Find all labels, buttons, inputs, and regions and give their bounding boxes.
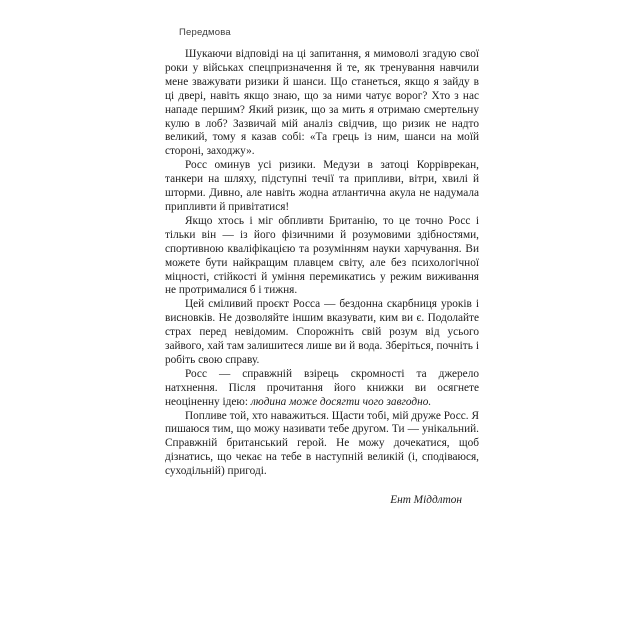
paragraph-5-italic-phrase: людина може досягти чого завгодно.	[250, 395, 432, 408]
paragraph-2-text: Росс оминув усі ризики. Медузи в затоці Корріврекан, танкери на шляху, підступні течії та припливи, вітри, хвилі й шторми. Дивно, але навіть жодна атлантична акула не надумала припливти й привітатися!	[165, 159, 479, 213]
paragraph-4-text: Цей сміливий проєкт Росса — бездонна скарбниця уроків і висновків. Не дозволяйте іншим вказувати, ким ви є. Подолайте страх перед невідомим. Спорожніть свій розум від усього зайвого, хай там залишитеся лише ви й вода. Зберіться, почніть і робіть свою справу.	[165, 298, 479, 366]
paragraph-5-text: Росс — справжній взірець скромності та джерело натхнення. Після прочитання його книжки ви осягнете неоціненну ідею:	[165, 367, 479, 408]
running-header: Передмова	[179, 27, 231, 38]
paragraph-1	[165, 48, 479, 159]
author-signature: Ент Міддлтон	[390, 494, 462, 507]
paragraph-5	[165, 368, 479, 410]
paragraph-2	[165, 159, 479, 215]
paragraph-6	[165, 410, 479, 480]
paragraph-1-text: Шукаючи відповіді на ці запитання, я мимоволі згадую свої роки у військах спецпризначення й те, як тренування навчили мене зважувати ризики й шанси. Що станеться, якщо я зайду в ці двері, навіть якщо знаю, що за ними чатує ворог? Хто з нас нападе першим? Який ризик, що за мить я отримаю смертельну кулю в лоб? Зазвичай мій аналіз свідчив, що ризик не надто великий, тому я казав собі: «Та грець із ним, шанси на моїй стороні, заходжу».	[165, 48, 479, 158]
paragraph-6-text: Попливе той, хто наважиться. Щасти тобі, мій друже Росс. Я пишаюся тим, що можу називати тебе другом. Ти — унікальний. Справжній британський герой. Не можу дочекатися, щоб дізнатись, що чекає на тебе в наступній великій (і, сподіваюся, суходільній) пригоді.	[165, 409, 479, 478]
paragraph-3	[165, 215, 479, 298]
paragraph-3-text: Якщо хтось і міг обпливти Британію, то це точно Росс і тільки він — із його фізичними й розумовими здібностями, спортивною кваліфікацією та розумінням науки харчування. Ви можете бути найкращим плавцем світу, але без психологічної міцності, стійкості й уміння перемикатись у режим виживання не протрималися б і тижня.	[165, 214, 479, 297]
preface-text-block	[165, 48, 479, 508]
paragraph-4	[165, 298, 479, 368]
